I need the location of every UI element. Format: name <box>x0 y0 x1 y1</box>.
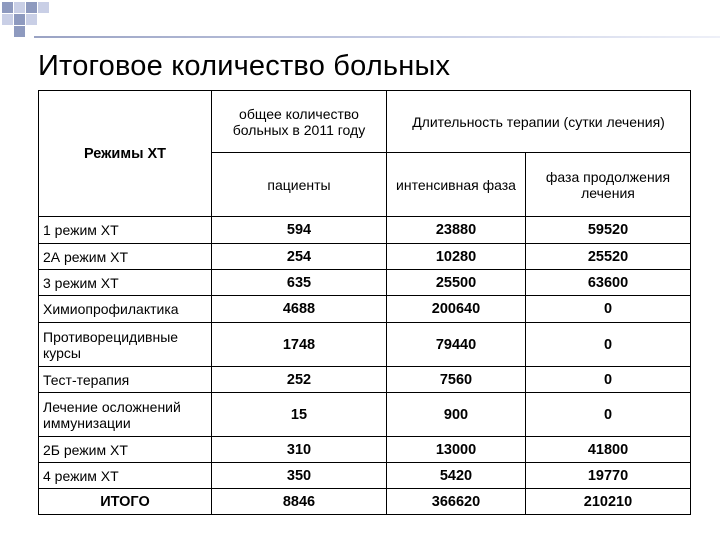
header-intensive: интенсивная фаза <box>387 153 526 217</box>
table-row <box>39 437 691 463</box>
decorative-squares <box>0 0 60 40</box>
row-intensive: 10280 <box>387 244 526 270</box>
row-continuation: 0 <box>526 323 691 367</box>
row-intensive: 200640 <box>387 296 526 323</box>
total-name: ИТОГО <box>39 489 212 515</box>
row-patients: 350 <box>212 463 387 489</box>
row-patients: 4688 <box>212 296 387 323</box>
row-patients: 635 <box>212 270 387 296</box>
row-continuation: 0 <box>526 296 691 323</box>
patients-table <box>38 90 691 515</box>
table-row <box>39 270 691 296</box>
total-patients: 8846 <box>212 489 387 515</box>
row-patients: 594 <box>212 217 387 244</box>
row-patients: 252 <box>212 367 387 393</box>
table-row <box>39 367 691 393</box>
row-patients: 310 <box>212 437 387 463</box>
row-patients: 254 <box>212 244 387 270</box>
total-intensive: 366620 <box>387 489 526 515</box>
total-continuation: 210210 <box>526 489 691 515</box>
row-intensive: 13000 <box>387 437 526 463</box>
row-intensive: 900 <box>387 393 526 437</box>
row-name: 3 режим ХТ <box>39 270 212 296</box>
total-row <box>39 489 691 515</box>
header-duration: Длительность терапии (сутки лечения) <box>387 91 691 153</box>
table-row <box>39 393 691 437</box>
row-continuation: 25520 <box>526 244 691 270</box>
header-regimes: Режимы ХТ <box>39 91 212 217</box>
row-name: Лечение осложнений иммунизации <box>39 393 212 437</box>
table-row <box>39 296 691 323</box>
header-row-1 <box>39 91 691 153</box>
row-patients: 1748 <box>212 323 387 367</box>
row-intensive: 25500 <box>387 270 526 296</box>
row-continuation: 0 <box>526 367 691 393</box>
header-continuation: фаза продолжения лечения <box>526 153 691 217</box>
table-row <box>39 463 691 489</box>
title-rule <box>34 36 720 38</box>
row-patients: 15 <box>212 393 387 437</box>
header-patients: пациенты <box>212 153 387 217</box>
table-row <box>39 244 691 270</box>
row-continuation: 41800 <box>526 437 691 463</box>
table-row <box>39 323 691 367</box>
row-intensive: 7560 <box>387 367 526 393</box>
page-title: Итоговое количество больных <box>38 50 451 82</box>
row-continuation: 63600 <box>526 270 691 296</box>
row-name: 1 режим ХТ <box>39 217 212 244</box>
row-continuation: 59520 <box>526 217 691 244</box>
row-name: 2А режим ХТ <box>39 244 212 270</box>
table-row <box>39 217 691 244</box>
row-intensive: 23880 <box>387 217 526 244</box>
row-continuation: 19770 <box>526 463 691 489</box>
row-name: Тест-терапия <box>39 367 212 393</box>
row-intensive: 79440 <box>387 323 526 367</box>
row-intensive: 5420 <box>387 463 526 489</box>
header-total-patients: общее количество больных в 2011 году <box>212 91 387 153</box>
row-name: Противорецидивные курсы <box>39 323 212 367</box>
row-name: 2Б режим ХТ <box>39 437 212 463</box>
row-name: Химиопрофилактика <box>39 296 212 323</box>
row-name: 4 режим ХТ <box>39 463 212 489</box>
row-continuation: 0 <box>526 393 691 437</box>
